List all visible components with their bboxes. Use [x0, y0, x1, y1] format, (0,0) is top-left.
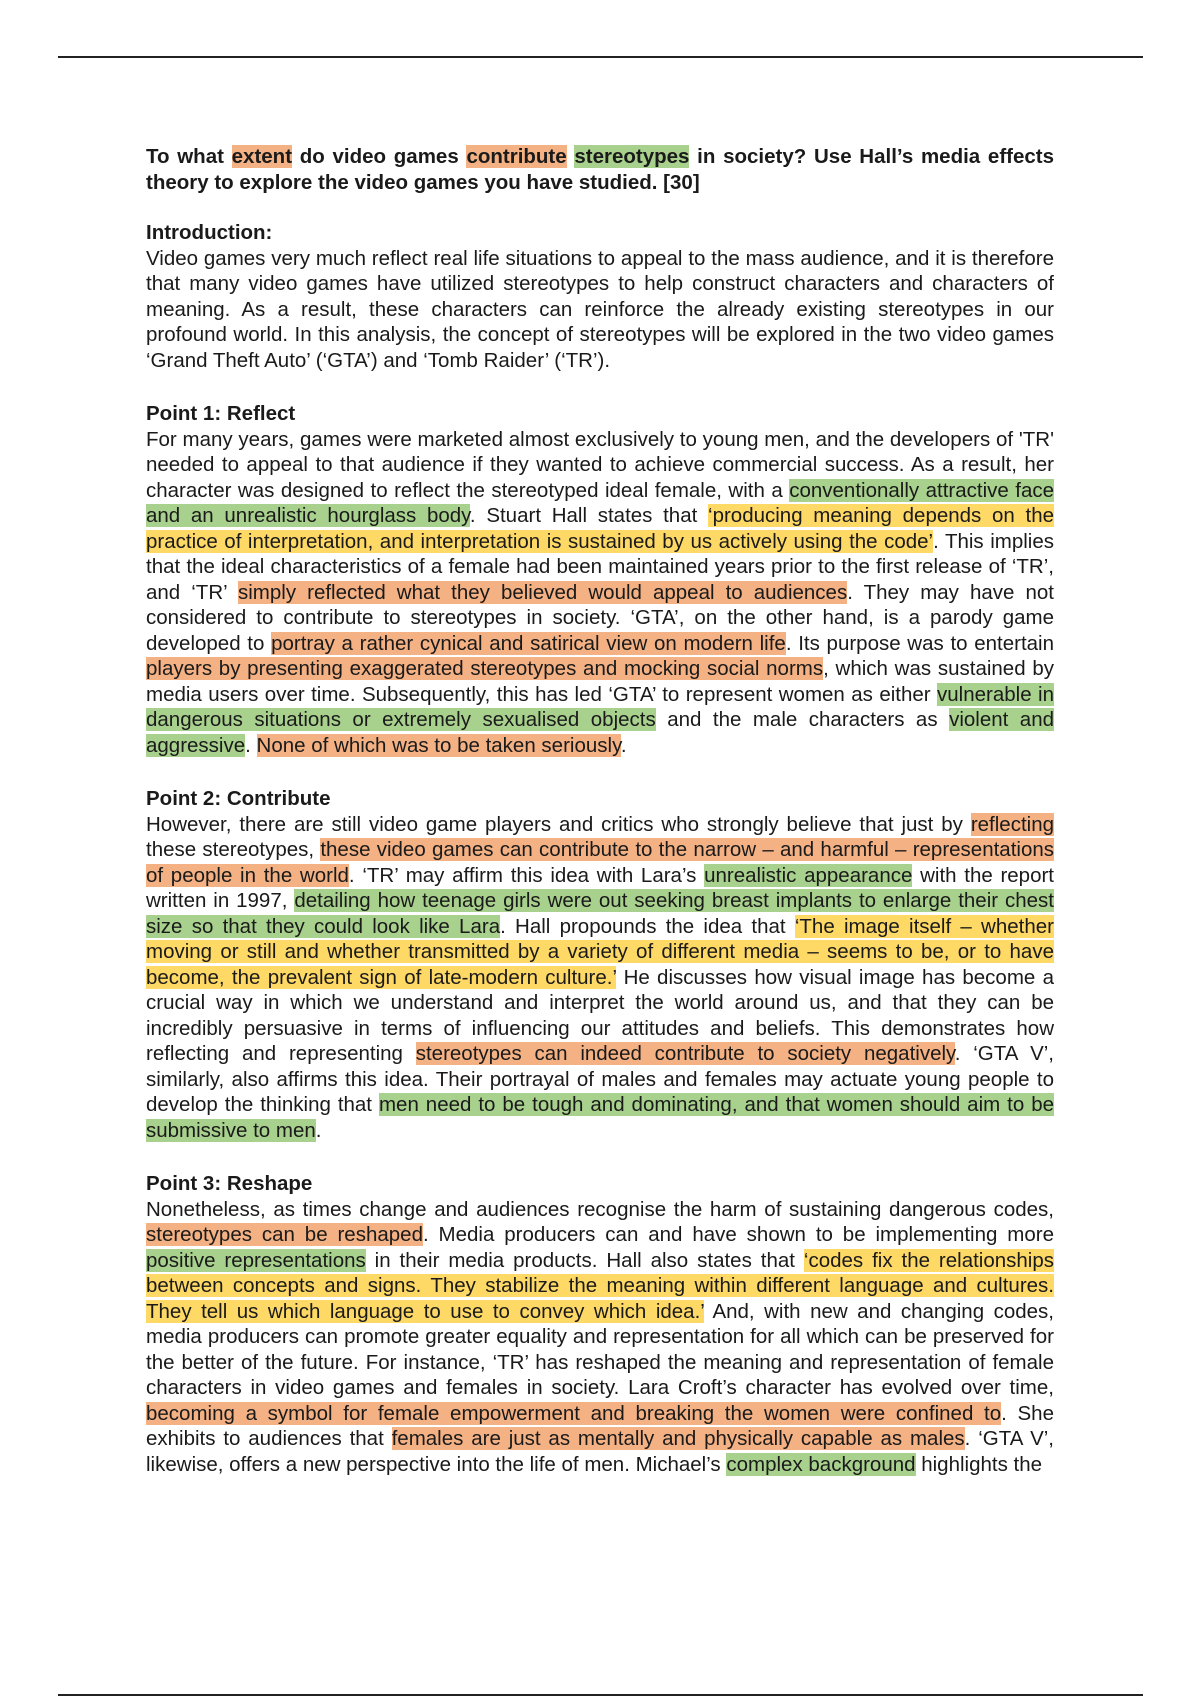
highlight-green: detailing how teenage girls were out seeking breast implants to enlarge their chest size so that they could look like Lara — [146, 889, 1054, 938]
highlight-orange: simply reflected what they believed would appeal to audiences — [237, 580, 848, 604]
text-run: . ‘GTA V’, similarly, also affirms this idea. Their portrayal of males and females may actuate young people to develop the thinking that — [146, 1042, 1054, 1116]
text-run: . ‘GTA V’, likewise, offers a new perspective into the life of men. Michael’s — [146, 1427, 1054, 1476]
text-run: these stereotypes, — [146, 838, 321, 861]
top-rule — [58, 56, 1143, 58]
text-run: and the male characters as — [655, 708, 950, 731]
section-heading: Introduction: — [146, 221, 273, 244]
text-run: in their media products. Hall also states that — [365, 1248, 804, 1272]
text-run: . They may have not considered to contribute to stereotypes in society. ‘GTA’, on the other hand, is a parody game developed to — [146, 580, 1054, 655]
highlight-orange: stereotypes can be reshaped — [146, 1223, 423, 1246]
section-paragraph — [146, 427, 1054, 759]
highlight-orange: females are just as mentally and physically capable as males — [391, 1427, 965, 1450]
highlight-green: vulnerable in dangerous situations or extremely sexualised objects — [146, 682, 1054, 731]
highlight-green: stereotypes — [574, 145, 690, 168]
highlight-yellow: ‘producing meaning depends on the practice of interpretation, and interpretation is sustained by us actively using the code’ — [146, 504, 1054, 553]
highlight-green: violent and aggressive — [146, 708, 1054, 757]
text-run: And, with new and changing codes, media producers can promote greater equality and representation for all which can be preserved for the better of the future. For instance, ‘TR’ has reshaped the meaning and representation of female characters in video games and females in society. Lara Croft’s character has evolved over time, — [146, 1299, 1054, 1399]
text-run: with the report written in 1997, — [146, 863, 1055, 912]
highlight-orange: extent — [231, 145, 293, 168]
highlight-orange: portray a rather cynical and satirical view on modern life — [271, 631, 786, 655]
bottom-rule — [58, 1694, 1143, 1696]
text-run: . — [245, 733, 257, 757]
essay-sections — [146, 220, 1054, 1477]
highlight-green: unrealistic appearance — [704, 863, 913, 887]
text-run: To what — [146, 145, 232, 168]
highlight-yellow: ‘codes fix the relationships between concepts and signs. They stabilize the meaning within different language and cultures. They tell us which language to use to convey which idea.’ — [146, 1248, 1055, 1323]
text-run: . Media producers can and have shown to be implementing more — [422, 1223, 1054, 1246]
text-run: He discusses how visual image has become a crucial way in which we understand and interpret the world around us, and that they can be incredibly persuasive in terms of influencing our attitudes and beliefs. This demonstrates how reflecting and representing — [146, 965, 1055, 1065]
text-run: However, there are still video game players and critics who strongly believe that just by — [146, 812, 971, 836]
section-heading: Point 2: Contribute — [146, 787, 331, 810]
text-run: , which was sustained by media users over time. Subsequently, this has led ‘GTA’ to represent women as either — [146, 657, 1054, 706]
highlight-orange: None of which was to be taken seriously — [256, 733, 621, 757]
text-run: do video games — [292, 145, 467, 168]
text-run: . Its purpose was to entertain — [785, 631, 1054, 655]
highlight-green: men need to be tough and dominating, and that women should aim to be submissive to men — [146, 1093, 1054, 1142]
text-run: Nonetheless, as times change and audiences recognise the harm of sustaining dangerous codes, — [146, 1197, 1054, 1221]
text-run: . This implies that the ideal characteristics of a female had been maintained years prior to the first release of ‘TR’, and ‘TR’ — [146, 529, 1054, 604]
highlight-orange: contribute — [466, 145, 567, 168]
text-run: . ‘TR’ may affirm this idea with Lara’s — [348, 863, 705, 887]
highlight-green: positive representations — [146, 1248, 366, 1272]
highlight-orange: reflecting — [970, 812, 1054, 836]
section-paragraph — [146, 812, 1054, 1144]
text-run: . She exhibits to audiences that — [146, 1401, 1054, 1450]
highlight-orange: stereotypes can indeed contribute to society negatively — [415, 1042, 955, 1065]
section-paragraph — [146, 246, 1054, 374]
text-run: For many years, games were marketed almost exclusively to young men, and the developers of 'TR' needed to appeal to that audience if they wanted to achieve commercial success. As a result, her character was designed to reflect the stereotyped ideal female, with a — [146, 427, 1054, 502]
text-run: . — [620, 733, 627, 757]
section-heading: Point 1: Reflect — [146, 402, 296, 425]
text-run: in society? Use Hall’s media effects theory to explore the video games you have studied. [30] — [146, 145, 1054, 194]
highlight-orange: becoming a symbol for female empowerment and breaking the women were confined to — [146, 1401, 1002, 1425]
text-run: . — [315, 1118, 322, 1142]
text-run: . Stuart Hall states that — [469, 504, 709, 527]
highlight-green: complex background — [726, 1452, 916, 1476]
highlight-yellow: ‘The image itself – whether moving or still and whether transmitted by a variety of different media – seems to be, or to have become, the prevalent sign of late-modern culture.’ — [146, 914, 1054, 989]
text-run: highlights the — [915, 1452, 1043, 1476]
highlight-green: conventionally attractive face and an unrealistic hourglass body — [146, 478, 1054, 527]
highlight-orange: players by presenting exaggerated stereotypes and mocking social norms — [146, 657, 824, 680]
section-paragraph — [146, 1197, 1054, 1478]
text-run: . Hall propounds the idea that — [500, 914, 795, 938]
essay-question — [146, 144, 1054, 196]
highlight-orange: these video games can contribute to the narrow – and harmful – representations of people in the world — [146, 838, 1054, 887]
section-heading: Point 3: Reshape — [146, 1172, 313, 1195]
document-body — [146, 144, 1054, 1505]
text-run: Video games very much reflect real life situations to appeal to the mass audience, and it is therefore that many video games have utilized stereotypes to help construct characters and characters of meaning. As a result, these characters can reinforce the already existing stereotypes in our profound world. In this analysis, the concept of stereotypes will be explored in the two video games ‘Grand Theft Auto’ (‘GTA’) and ‘Tomb Raider’ (‘TR’). — [146, 246, 1054, 372]
